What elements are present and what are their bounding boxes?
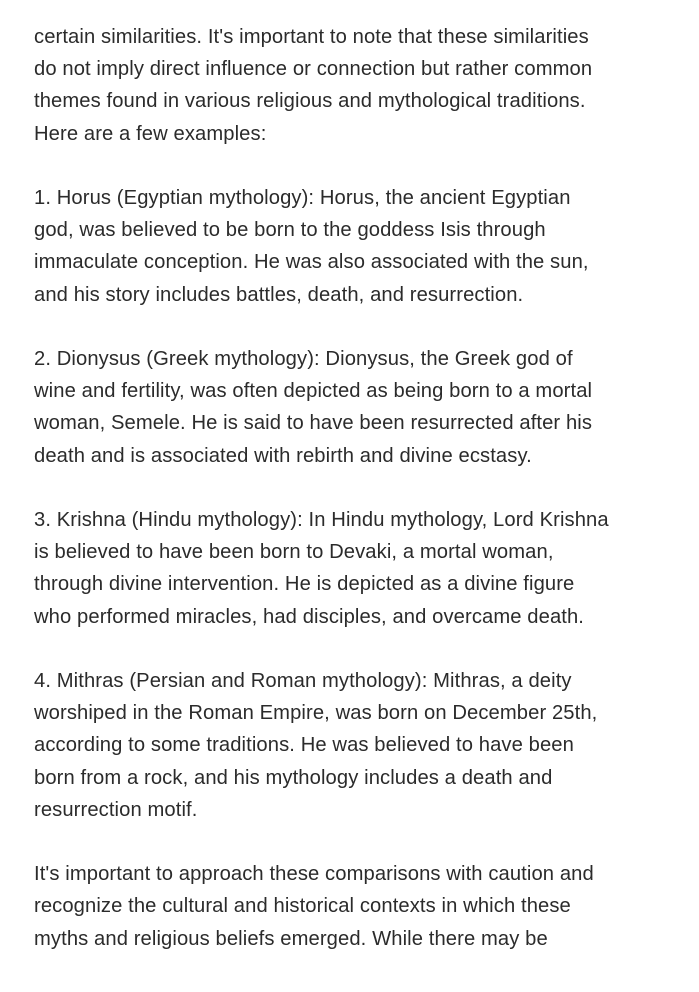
- list-item-dionysus: 2. Dionysus (Greek mythology): Dionysus, the Greek god of wine and fertility, was often depicted as being born to a mortal woman, Semele. He is said to have been resurrected after his death and is associated with rebirth and divine ecstasy.: [34, 348, 593, 467]
- message-body: [34, 21, 674, 955]
- list-item-mithras: 4. Mithras (Persian and Roman mythology): Mithras, a deity worshiped in the Roman Empire, was born on December 25th, according to some traditions. He was believed to have been born from a rock, and his mythology includes a death and resurrection motif.: [34, 670, 598, 821]
- list-item-krishna: 3. Krishna (Hindu mythology): In Hindu mythology, Lord Krishna is believed to have been born to Devaki, a mortal woman, through divine intervention. He is depicted as a divine figure who performed miracles, had disciples, and overcame death.: [34, 509, 609, 628]
- list-item-horus: 1. Horus (Egyptian mythology): Horus, the ancient Egyptian god, was believed to be born to the goddess Isis through immaculate conception. He was also associated with the sun, and his story includes battles, death, and resurrection.: [34, 187, 589, 306]
- intro-paragraph: certain similarities. It's important to note that these similarities do not imply direct influence or connection but rather common themes found in various religious and mythological traditions. Here are a few examples:: [34, 26, 593, 145]
- closing-paragraph: It's important to approach these comparisons with caution and recognize the cultural and historical contexts in which these myths and religious beliefs emerged. While there may be: [34, 863, 594, 950]
